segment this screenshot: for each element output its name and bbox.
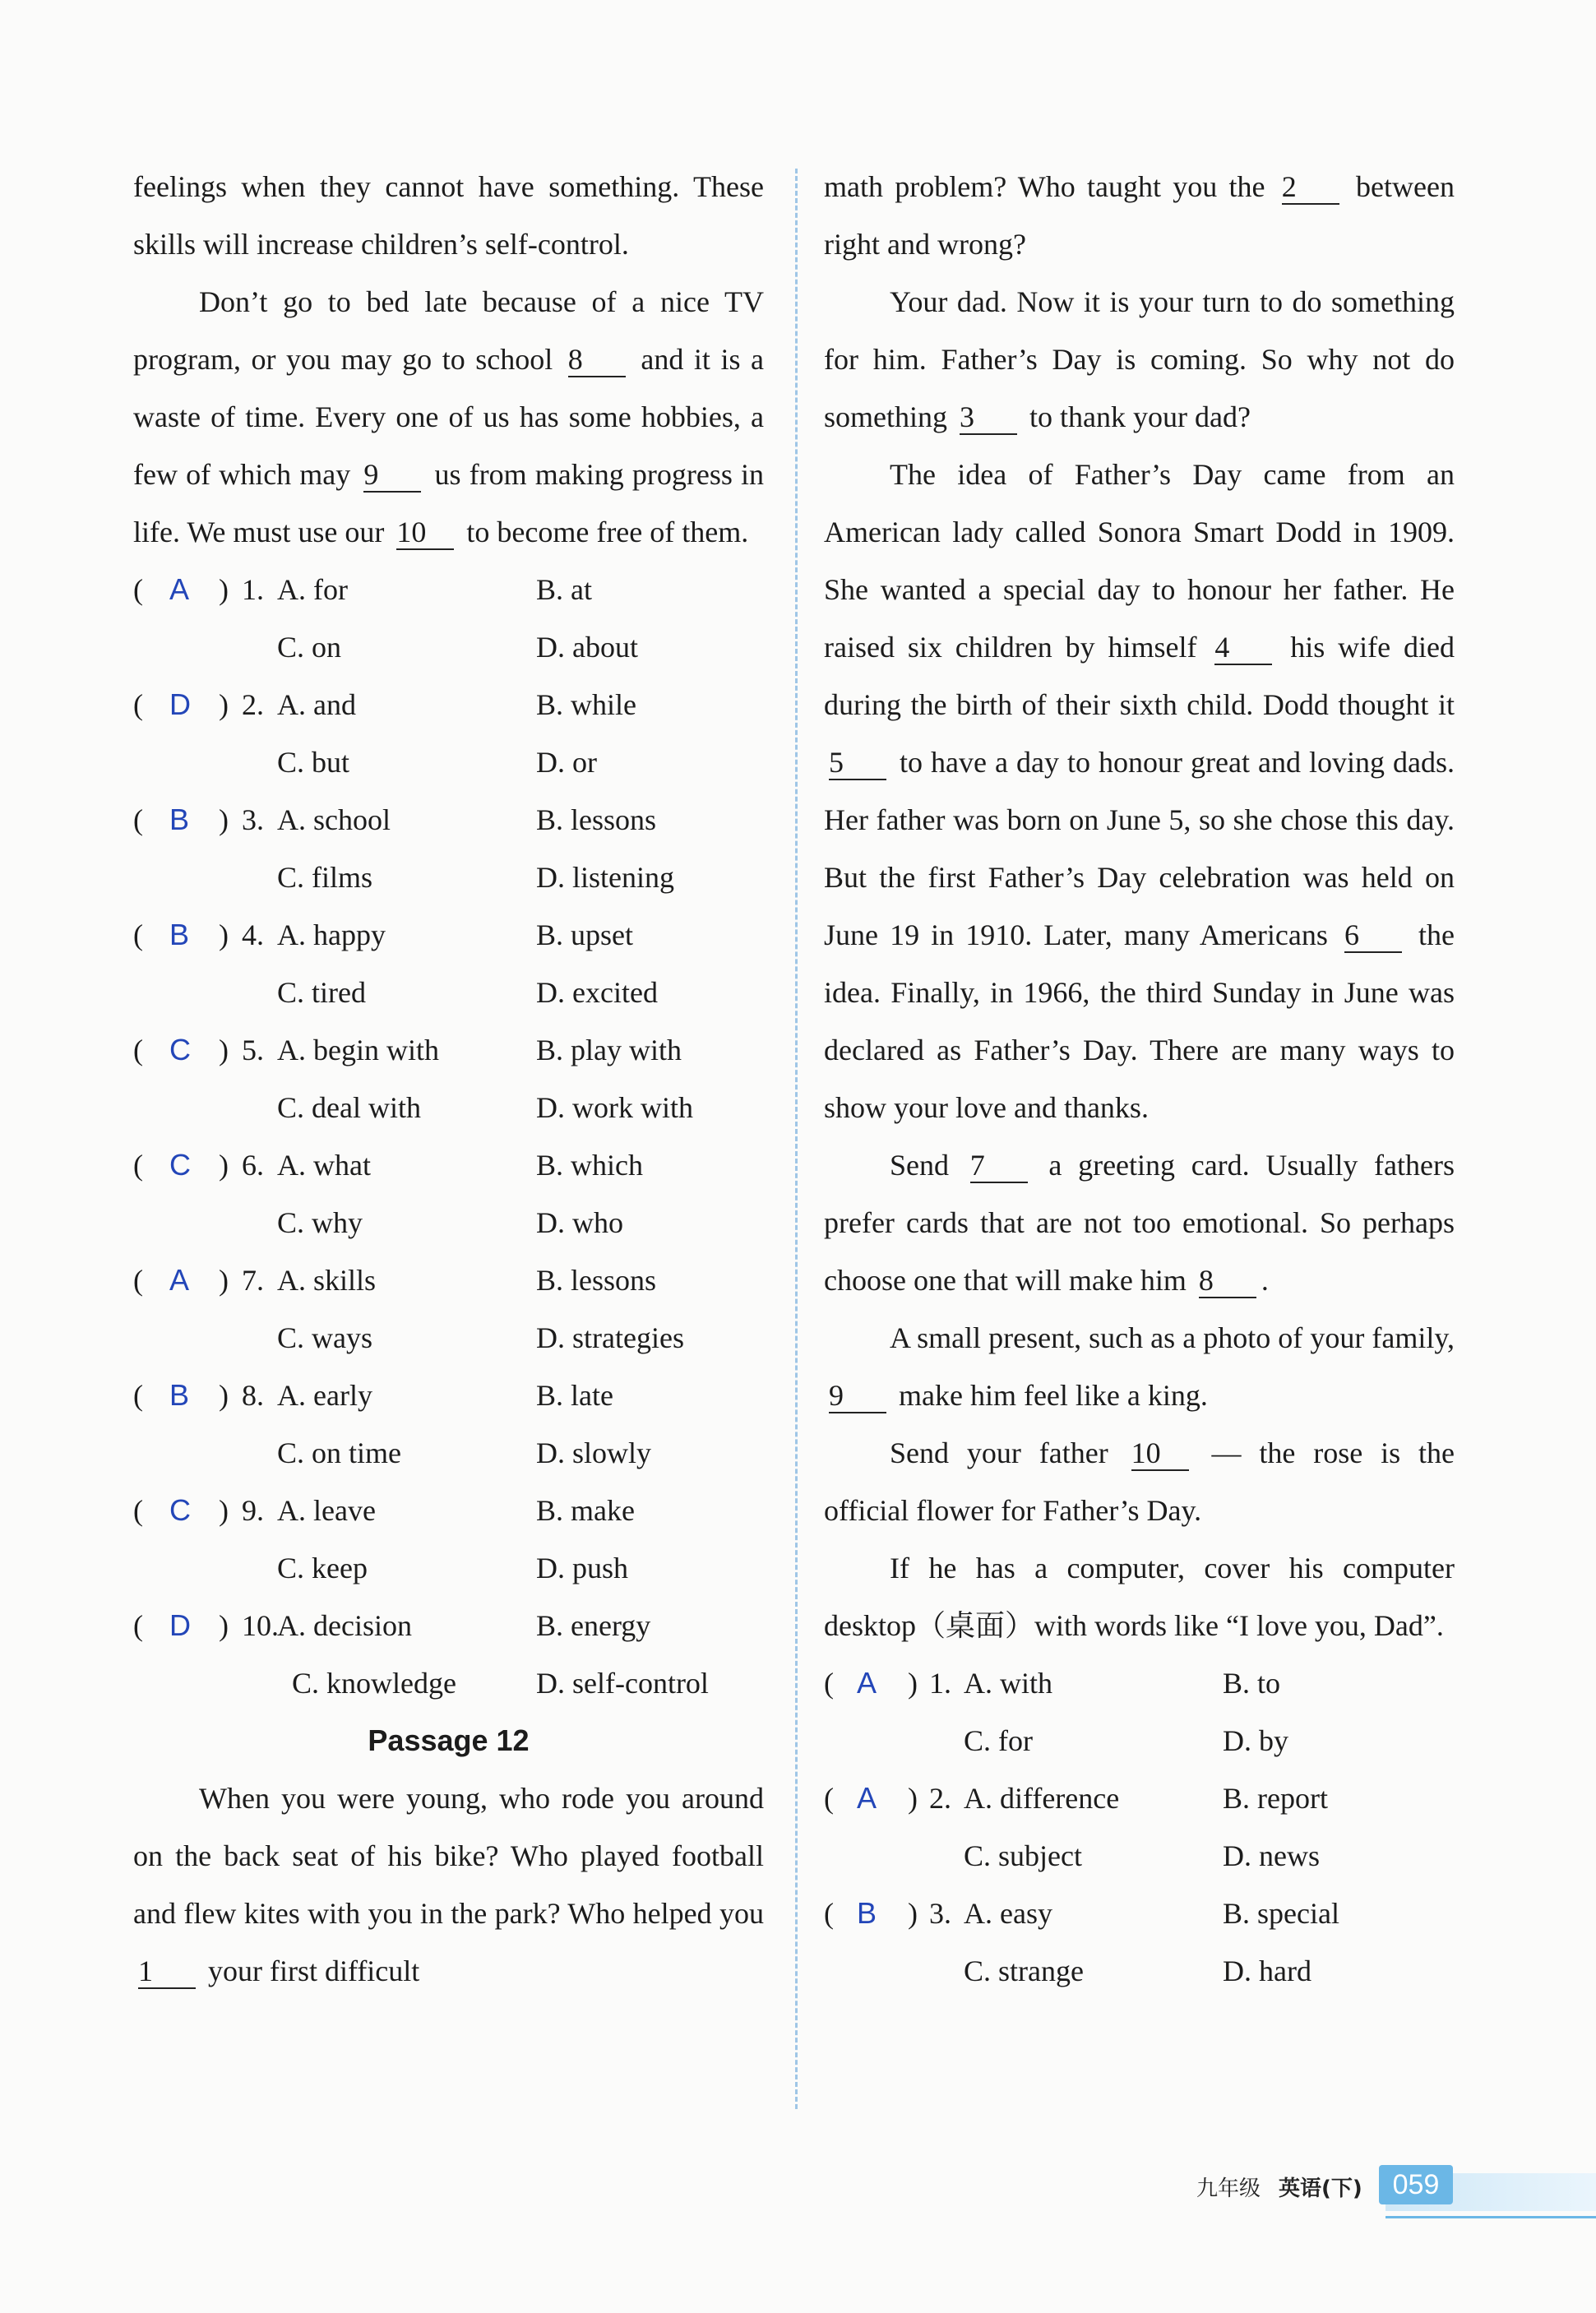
option-b: B. special [1223, 1897, 1339, 1930]
option-b: B. make [536, 1494, 635, 1527]
question-row-continued [133, 1309, 764, 1367]
question-number: 3. [929, 1897, 951, 1930]
question-number: 2. [929, 1782, 951, 1815]
answer-paren-open: ( [824, 1667, 834, 1700]
answer-paren-open: ( [133, 688, 143, 721]
question-list-left [133, 561, 764, 1712]
option-a: A. begin with [277, 1034, 439, 1066]
option-b: B. late [536, 1379, 613, 1412]
answer-mark: A [857, 1666, 877, 1700]
text-segment: — the rose is the official flower for Father’s Day. [824, 1436, 1455, 1527]
option-a: A. early [277, 1379, 372, 1412]
question-number: 2. [242, 688, 264, 721]
question-row [133, 561, 764, 618]
answer-paren-open: ( [133, 1609, 143, 1642]
option-a: A. skills [277, 1264, 377, 1297]
question-row [133, 1367, 764, 1424]
option-a: A. with [964, 1667, 1052, 1700]
option-b: B. upset [536, 918, 634, 951]
question-row [824, 1885, 1455, 1942]
question-row [133, 1597, 764, 1654]
footer-rule [1386, 2216, 1596, 2218]
text-segment: a greeting card. Usually fathers prefer cards that are not too emotional. So perhaps choose one that will make him [824, 1149, 1455, 1297]
blank-8: 8 [1199, 1264, 1256, 1298]
option-d: D. strategies [536, 1321, 684, 1354]
option-c: C. subject [964, 1839, 1082, 1872]
option-b: B. lessons [536, 803, 657, 836]
option-c: C. tired [277, 976, 366, 1009]
answer-mark: C [169, 1033, 191, 1066]
question-number: 10. [242, 1609, 279, 1642]
option-b: B. energy [536, 1609, 651, 1642]
option-b: B. while [536, 688, 636, 721]
answer-paren-open: ( [133, 1379, 143, 1412]
text-segment: The idea of Father’s Day came from an American lady called Sonora Smart Dodd in 1909. She wanted a special day to honour her father. He raised six children by himself [824, 458, 1455, 664]
answer-paren-open: ( [133, 1264, 143, 1297]
question-list-right [824, 1654, 1455, 2000]
question-row-continued [133, 1194, 764, 1251]
question-row-continued [133, 1079, 764, 1136]
question-row-continued [133, 733, 764, 791]
text-segment: . [1261, 1264, 1269, 1297]
blank-4: 4 [1214, 631, 1272, 665]
answer-paren-close: ) [908, 1897, 918, 1930]
paragraph-present [824, 1309, 1455, 1424]
text-segment: Send your father [890, 1436, 1126, 1469]
question-row [133, 906, 764, 964]
question-number: 1. [929, 1667, 951, 1700]
option-d: D. slowly [536, 1436, 652, 1469]
option-a: A. school [277, 803, 391, 836]
option-d: D. excited [536, 976, 658, 1009]
option-a: A. happy [277, 918, 386, 951]
answer-paren-close: ) [219, 1379, 229, 1412]
paragraph-continued: feelings when they cannot have something. These skills will increase children’s self-control. [133, 170, 764, 261]
option-d: D. self-control [536, 1667, 709, 1700]
option-c: C. ways [277, 1321, 372, 1354]
answer-mark: D [169, 687, 191, 721]
question-number: 4. [242, 918, 264, 951]
page-footer [1196, 2165, 1596, 2213]
answer-mark: A [857, 1781, 877, 1815]
text-segment: Your dad. Now it is your turn to do something for him. Father’s Day is coming. So why not do something [824, 285, 1455, 433]
option-c: C. keep [277, 1552, 368, 1584]
question-number: 3. [242, 803, 264, 836]
option-b: B. which [536, 1149, 643, 1182]
option-c: C. deal with [277, 1091, 421, 1124]
question-row-continued [824, 1942, 1455, 2000]
paragraph-rose [824, 1424, 1455, 1539]
passage-heading: Passage 12 [368, 1723, 530, 1757]
page-number: 059 [1379, 2165, 1453, 2204]
answer-paren-open: ( [133, 803, 143, 836]
text-segment: make him feel like a king. [891, 1379, 1208, 1412]
paragraph-computer: If he has a computer, cover his computer desktop（桌面）with words like “I love you, Dad”. [824, 1552, 1455, 1642]
answer-mark: B [169, 803, 190, 836]
question-row [133, 1251, 764, 1309]
answer-paren-open: ( [824, 1782, 834, 1815]
option-c: C. strange [964, 1954, 1084, 1987]
answer-mark: B [169, 918, 190, 951]
option-d: D. work with [536, 1091, 693, 1124]
question-row [133, 1136, 764, 1194]
paragraph-history [824, 446, 1455, 1136]
answer-paren-close: ) [219, 803, 229, 836]
answer-paren-close: ) [908, 1667, 918, 1700]
question-row [133, 791, 764, 849]
text-segment: When you were young, who rode you around on the back seat of his bike? Who played football and flew kites with you in the park? Who helped you [133, 1782, 764, 1930]
right-column [824, 158, 1455, 2000]
paragraph-math [824, 158, 1455, 273]
grade-label: 九年级 [1196, 2177, 1261, 2201]
question-number: 6. [242, 1149, 264, 1182]
question-row-continued [133, 849, 764, 906]
blank-3: 3 [960, 400, 1017, 435]
text-segment: to thank your dad? [1022, 400, 1251, 433]
question-row-continued [824, 1827, 1455, 1885]
option-b: B. play with [536, 1034, 682, 1066]
question-row [133, 1482, 764, 1539]
question-number: 9. [242, 1494, 264, 1527]
subject-label: 英语(下) [1279, 2177, 1362, 2201]
blank-1: 1 [138, 1954, 196, 1989]
option-a: A. for [277, 573, 348, 606]
question-number: 8. [242, 1379, 264, 1412]
answer-paren-open: ( [133, 1034, 143, 1066]
option-d: D. listening [536, 861, 674, 894]
answer-paren-open: ( [133, 573, 143, 606]
answer-mark: B [857, 1896, 877, 1930]
option-d: D. about [536, 631, 638, 664]
blank-9: 9 [363, 458, 421, 493]
answer-paren-close: ) [219, 688, 229, 721]
option-d: D. push [536, 1552, 629, 1584]
answer-mark: C [169, 1148, 191, 1182]
answer-paren-open: ( [133, 918, 143, 951]
question-row-continued [133, 618, 764, 676]
answer-paren-open: ( [133, 1149, 143, 1182]
option-a: A. difference [964, 1782, 1120, 1815]
option-b: B. report [1223, 1782, 1328, 1815]
answer-paren-close: ) [219, 918, 229, 951]
text-segment: A small present, such as a photo of your family, [890, 1321, 1455, 1354]
answer-paren-close: ) [219, 573, 229, 606]
option-a: A. and [277, 688, 356, 721]
blank-7: 7 [970, 1149, 1028, 1183]
column-divider [795, 169, 798, 2109]
answer-mark: B [169, 1378, 190, 1412]
option-c: C. but [277, 746, 350, 779]
answer-mark: C [169, 1493, 191, 1527]
blank-9: 9 [829, 1379, 886, 1413]
option-d: D. by [1223, 1724, 1288, 1757]
option-c: C. why [277, 1206, 363, 1239]
option-d: D. news [1223, 1839, 1320, 1872]
question-row-continued [133, 1424, 764, 1482]
question-row-continued [824, 1712, 1455, 1769]
text-segment: us from making progress in life. We must use our [133, 458, 764, 548]
option-c: C. knowledge [292, 1667, 456, 1700]
paragraph-bedtime [133, 273, 764, 561]
question-row-continued [133, 1654, 764, 1712]
blank-2: 2 [1282, 170, 1339, 205]
blank-5: 5 [829, 746, 886, 780]
answer-paren-open: ( [133, 1494, 143, 1527]
blank-8: 8 [568, 343, 626, 377]
blank-6: 6 [1344, 918, 1402, 953]
answer-mark: A [169, 572, 190, 606]
option-b: B. at [536, 573, 592, 606]
question-number: 7. [242, 1264, 264, 1297]
option-b: B. lessons [536, 1264, 657, 1297]
option-a: A. easy [964, 1897, 1052, 1930]
option-a: A. leave [277, 1494, 376, 1527]
paragraph-your-dad [824, 273, 1455, 446]
text-segment: your first difficult [201, 1954, 420, 1987]
answer-mark: A [169, 1263, 190, 1297]
question-row [824, 1769, 1455, 1827]
question-row [133, 1021, 764, 1079]
footer-label [1196, 2172, 1362, 2202]
question-row-continued [133, 964, 764, 1021]
option-a: A. what [277, 1149, 371, 1182]
text-segment: and it is a waste of time. Every one of us has some hobbies, a few of which may [133, 343, 764, 491]
answer-paren-close: ) [219, 1149, 229, 1182]
answer-paren-close: ) [908, 1782, 918, 1815]
answer-paren-close: ) [219, 1609, 229, 1642]
blank-10: 10 [396, 516, 454, 550]
question-row [133, 676, 764, 733]
answer-paren-open: ( [824, 1897, 834, 1930]
text-segment: between right and wrong? [824, 170, 1455, 261]
text-segment: math problem? Who taught you the [824, 170, 1277, 203]
paragraph-card [824, 1136, 1455, 1309]
answer-paren-close: ) [219, 1494, 229, 1527]
option-a: A. decision [277, 1609, 412, 1642]
question-number: 5. [242, 1034, 264, 1066]
text-segment: to have a day to honour great and loving dads. Her father was born on June 5, so she chose this day. But the first Father’s Day celebration was held on June 19 in 1910. Later, many Americans [824, 746, 1455, 951]
question-row-continued [133, 1539, 764, 1597]
option-b: B. to [1223, 1667, 1281, 1700]
question-row [824, 1654, 1455, 1712]
option-c: C. for [964, 1724, 1033, 1757]
text-segment: Don’t go to bed late because of a nice TV program, or you may go to school [133, 285, 764, 376]
option-d: D. hard [1223, 1954, 1311, 1987]
option-d: D. who [536, 1206, 623, 1239]
answer-paren-close: ) [219, 1264, 229, 1297]
question-number: 1. [242, 573, 264, 606]
blank-10: 10 [1131, 1436, 1189, 1471]
text-segment: his wife died during the birth of their sixth child. Dodd thought it [824, 631, 1455, 721]
option-c: C. on [277, 631, 342, 664]
option-c: C. on time [277, 1436, 401, 1469]
answer-paren-close: ) [219, 1034, 229, 1066]
text-segment: Send [890, 1149, 965, 1182]
option-d: D. or [536, 746, 597, 779]
left-column [133, 158, 764, 2000]
paragraph-passage-intro [133, 1769, 764, 2000]
text-segment: the idea. Finally, in 1966, the third Sunday in June was declared as Father’s Day. There are many ways to show your love and thanks. [824, 918, 1455, 1124]
answer-mark: D [169, 1608, 191, 1642]
option-c: C. films [277, 861, 373, 894]
text-segment: to become free of them. [459, 516, 749, 548]
